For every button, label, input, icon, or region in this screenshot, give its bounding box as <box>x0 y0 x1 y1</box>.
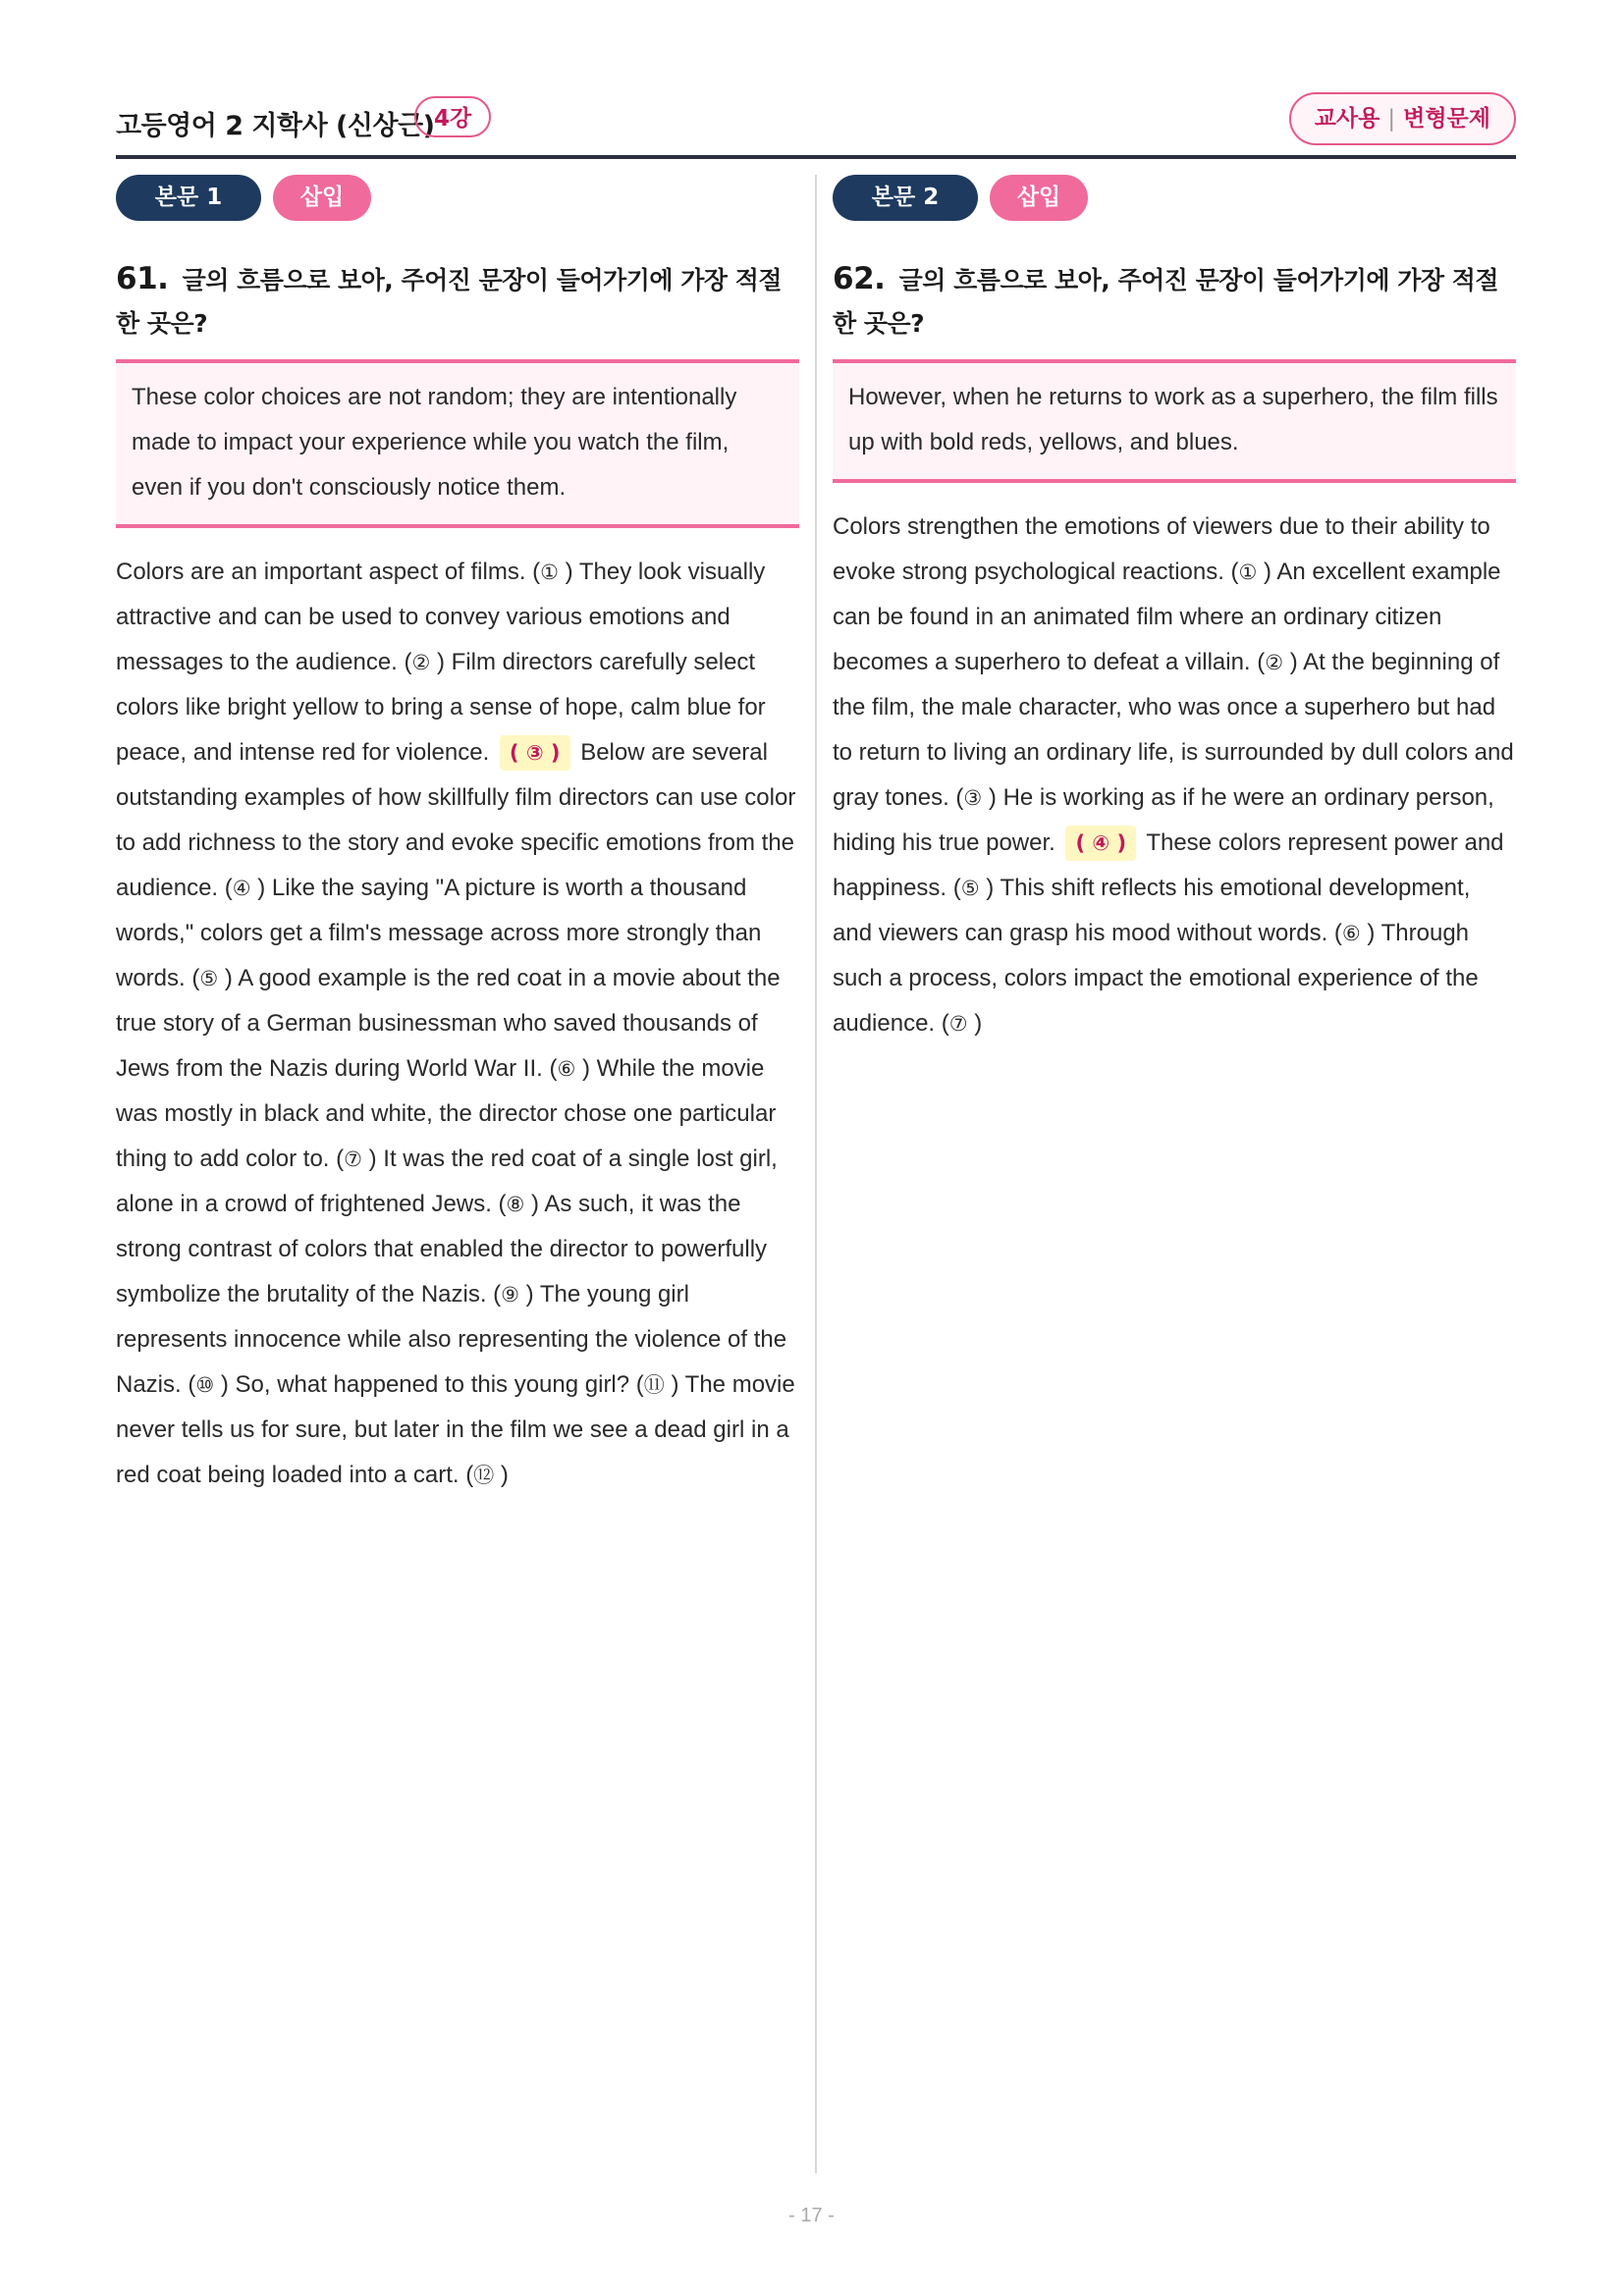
question-61 <box>116 257 799 346</box>
position-marker: ② <box>1265 651 1284 674</box>
position-marker: ① <box>540 561 559 584</box>
passage-segment: ) He is working as if he were an ordinary person, hiding his true power. <box>833 784 1494 856</box>
position-marker: ⑦ <box>344 1148 362 1171</box>
passage-segment: ) They look visually attractive and can be used to convey various emotions and messages to the audience. ( <box>116 559 766 675</box>
answer-marker: ( ③ ) <box>500 735 570 771</box>
passage-segment: ) At the beginning of the film, the male character, who was once a superhero but had to return to living an ordinary life, is surrounded by dull colors and gray tones. ( <box>833 649 1514 811</box>
passage-segment: ) An excellent example can be found in an animated film where an ordinary citizen becomes a superhero to defeat a villain. ( <box>833 559 1501 675</box>
usage-badge <box>1289 92 1516 145</box>
given-sentence-box: However, when he returns to work as a superhero, the film fills up with bold reds, yellows, and blues. <box>833 359 1516 483</box>
position-marker: ③ <box>963 786 983 810</box>
passage-tag: 본문 1 <box>116 175 261 221</box>
usage-teacher-label: 교사용 <box>1314 106 1380 132</box>
header <box>116 96 1516 161</box>
left-tags <box>116 175 799 222</box>
question-type-tag: 삽입 <box>273 175 371 221</box>
page-number: - 17 - <box>788 2205 835 2226</box>
position-marker: ⑫ <box>473 1464 495 1487</box>
position-marker: ⑥ <box>557 1057 576 1081</box>
position-marker: ⑧ <box>506 1193 525 1216</box>
question-number: 62. <box>833 261 886 296</box>
column-divider <box>815 175 817 2173</box>
answer-marker: ( ④ ) <box>1065 826 1136 861</box>
position-marker: ⑤ <box>960 877 980 900</box>
passage-segment: ) As such, it was the strong contrast of colors that enabled the director to powerfully symbolize the brutality of the Nazis. ( <box>116 1191 768 1308</box>
right-column <box>833 175 1516 1046</box>
passage-segment: ) <box>967 1010 983 1037</box>
passage-tag: 본문 2 <box>833 175 978 221</box>
question-text: 글의 흐름으로 보아, 주어진 문장이 들어가기에 가장 적절한 곳은? <box>833 266 1499 338</box>
position-marker: ④ <box>232 877 251 900</box>
passage-segment: Colors are an important aspect of films. ( <box>116 559 541 585</box>
question-type-tag: 삽입 <box>990 175 1088 221</box>
usage-separator: | <box>1387 106 1396 132</box>
position-marker: ⑥ <box>1341 922 1361 945</box>
passage-segment: ) So, what happened to this young girl? ( <box>214 1371 644 1398</box>
position-marker: ① <box>1238 561 1258 584</box>
passage-segment: Below are several outstanding examples of how skillfully film directors can use color to add richness to the story and evoke specific emotions from the audience. ( <box>116 739 796 901</box>
given-sentence-box: These color choices are not random; they are intentionally made to impact your experience while you watch the film, even if you don't consciously notice them. <box>116 359 799 528</box>
position-marker: ⑤ <box>199 967 219 990</box>
question-number: 61. <box>116 261 169 296</box>
header-rule <box>116 155 1516 159</box>
usage-type-label: 변형문제 <box>1403 106 1490 132</box>
position-marker: ⑨ <box>501 1283 519 1307</box>
passage-segment: ) The young girl represents innocence while also representing the violence of the Nazis. ( <box>116 1281 787 1398</box>
passage-segment: ) Like the saying "A picture is worth a thousand words," colors get a film's message across more strongly than words. ( <box>116 875 762 991</box>
passage-segment: ) Film directors carefully select colors like bright yellow to bring a sense of hope, calm blue for peace, and intense red for violence. <box>116 649 766 766</box>
question-62 <box>833 257 1516 346</box>
lesson-badge: 4강 <box>414 96 491 137</box>
position-marker: ⑪ <box>643 1373 665 1397</box>
passage-segment: ) This shift reflects his emotional development, and viewers can grasp his mood without words. ( <box>833 875 1471 946</box>
position-marker: ⑩ <box>195 1373 215 1397</box>
question-text: 글의 흐름으로 보아, 주어진 문장이 들어가기에 가장 적절한 곳은? <box>116 266 783 338</box>
passage-segment: Colors strengthen the emotions of viewers due to their ability to evoke strong psychological reactions. ( <box>833 513 1490 585</box>
left-column <box>116 175 799 1498</box>
position-marker: ⑦ <box>948 1012 968 1036</box>
passage-text <box>116 550 799 1498</box>
passage-segment: ) The movie never tells us for sure, but later in the film we see a dead girl in a red coat being loaded into a cart. ( <box>116 1371 795 1488</box>
right-tags <box>833 175 1516 222</box>
passage-text <box>833 505 1516 1046</box>
passage-segment: ) It was the red coat of a single lost girl, alone in a crowd of frightened Jews. ( <box>116 1146 778 1217</box>
passage-segment: ) A good example is the red coat in a movie about the true story of a German businessman who saved thousands of Jews from the Nazis during World War II. ( <box>116 965 781 1082</box>
position-marker: ② <box>411 651 431 674</box>
passage-segment: These colors represent power and happiness. ( <box>833 829 1504 901</box>
passage-segment: ) <box>494 1462 509 1488</box>
passage-segment: ) Through such a process, colors impact the emotional experience of the audience. ( <box>833 920 1479 1037</box>
passage-segment: ) While the movie was mostly in black and white, the director chose one particular thing to add color to. ( <box>116 1055 777 1172</box>
document-title: 고등영어 2 지학사 (신상근) <box>116 111 435 141</box>
